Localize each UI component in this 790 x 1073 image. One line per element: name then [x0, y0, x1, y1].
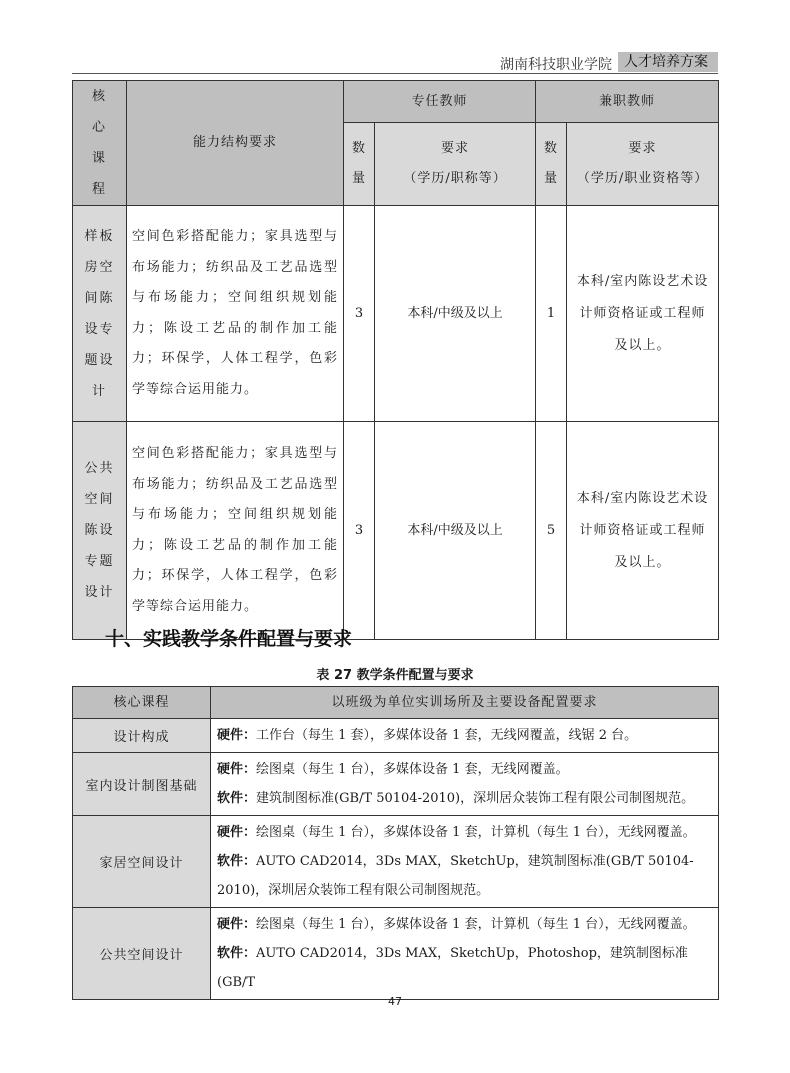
table-caption: 表 27 教学条件配置与要求 [316, 668, 474, 683]
section-title: 十、实践教学条件配置与要求 [105, 628, 353, 650]
table-row [73, 816, 719, 908]
requirement-cell [211, 753, 719, 816]
header-ft-req: 要求 （学历/职称等） [375, 123, 536, 206]
software-text: AUTO CAD2014，3Ds MAX，SketchUp，Photoshop，建筑制图标准(GB/T [217, 946, 688, 990]
header-school-name: 湖南科技职业学院 [500, 57, 612, 73]
ft-count: 3 [344, 422, 375, 640]
header-fulltime-teacher: 专任教师 [344, 81, 536, 123]
header-equipment-req: 以班级为单位实训场所及主要设备配置要求 [211, 687, 719, 719]
table-row [73, 422, 719, 640]
hardware-text: 绘图桌（每生 1 台），多媒体设备 1 套，计算机（每生 1 台），无线网覆盖。 [256, 917, 696, 932]
header-pt-req: 要求 （学历/职业资格等） [567, 123, 719, 206]
page-header [72, 52, 718, 74]
table-row [73, 753, 719, 816]
header-core-course: 核心课程 [73, 81, 127, 206]
requirement-cell [211, 719, 719, 753]
course-name: 设计构成 [73, 719, 211, 753]
course-name: 公共空间设计 [73, 908, 211, 1000]
course-name: 室内设计制图基础 [73, 753, 211, 816]
ft-count: 3 [344, 206, 375, 422]
header-ability: 能力结构要求 [127, 81, 344, 206]
hardware-label: 硬件： [217, 825, 257, 840]
ft-req: 本科/中级及以上 [375, 422, 536, 640]
header-pt-count: 数量 [536, 123, 567, 206]
table-row [73, 206, 719, 422]
software-label: 软件： [217, 946, 257, 961]
header-parttime-teacher: 兼职教师 [536, 81, 719, 123]
header-core-course: 核心课程 [73, 687, 211, 719]
equipment-requirements-table [72, 686, 719, 1000]
header-rule [72, 73, 718, 74]
table-row [73, 719, 719, 753]
teacher-requirements-table [72, 80, 719, 640]
course-name: 样板房空间陈设专题设计 [73, 206, 127, 422]
hardware-text: 绘图桌（每生 1 台），多媒体设备 1 套，无线网覆盖。 [256, 762, 569, 777]
header-doc-title: 人才培养方案 [618, 52, 718, 72]
pt-req: 本科/室内陈设艺术设计师资格证或工程师及以上。 [567, 206, 719, 422]
software-text: AUTO CAD2014，3Ds MAX，SketchUp，建筑制图标准(GB/T 50104-2010)，深圳居众装饰工程有限公司制图规范。 [217, 854, 694, 898]
course-name: 家居空间设计 [73, 816, 211, 908]
course-name: 公共空间陈设专题设计 [73, 422, 127, 640]
hardware-label: 硬件： [217, 728, 257, 743]
pt-count: 5 [536, 422, 567, 640]
ability-text: 空间色彩搭配能力；家具选型与布场能力；纺织品及工艺品选型与布场能力；空间组织规划能力；陈设工艺品的制作加工能力；环保学，人体工程学，色彩学等综合运用能力。 [127, 206, 344, 422]
software-label: 软件： [217, 854, 257, 869]
requirement-cell [211, 908, 719, 1000]
software-label: 软件： [217, 791, 257, 806]
ability-text: 空间色彩搭配能力；家具选型与布场能力；纺织品及工艺品选型与布场能力；空间组织规划能力；陈设工艺品的制作加工能力；环保学，人体工程学，色彩学等综合运用能力。 [127, 422, 344, 640]
software-text: 建筑制图标准(GB/T 50104-2010)，深圳居众装饰工程有限公司制图规范。 [256, 791, 695, 806]
header-ft-count: 数量 [344, 123, 375, 206]
page-number: 47 [388, 995, 402, 1008]
pt-req: 本科/室内陈设艺术设计师资格证或工程师及以上。 [567, 422, 719, 640]
requirement-cell [211, 816, 719, 908]
pt-count: 1 [536, 206, 567, 422]
hardware-text: 工作台（每生 1 套），多媒体设备 1 套，无线网覆盖，线锯 2 台。 [256, 728, 638, 743]
hardware-text: 绘图桌（每生 1 台），多媒体设备 1 套，计算机（每生 1 台），无线网覆盖。 [256, 825, 696, 840]
table-row [73, 908, 719, 1000]
hardware-label: 硬件： [217, 762, 257, 777]
hardware-label: 硬件： [217, 917, 257, 932]
ft-req: 本科/中级及以上 [375, 206, 536, 422]
